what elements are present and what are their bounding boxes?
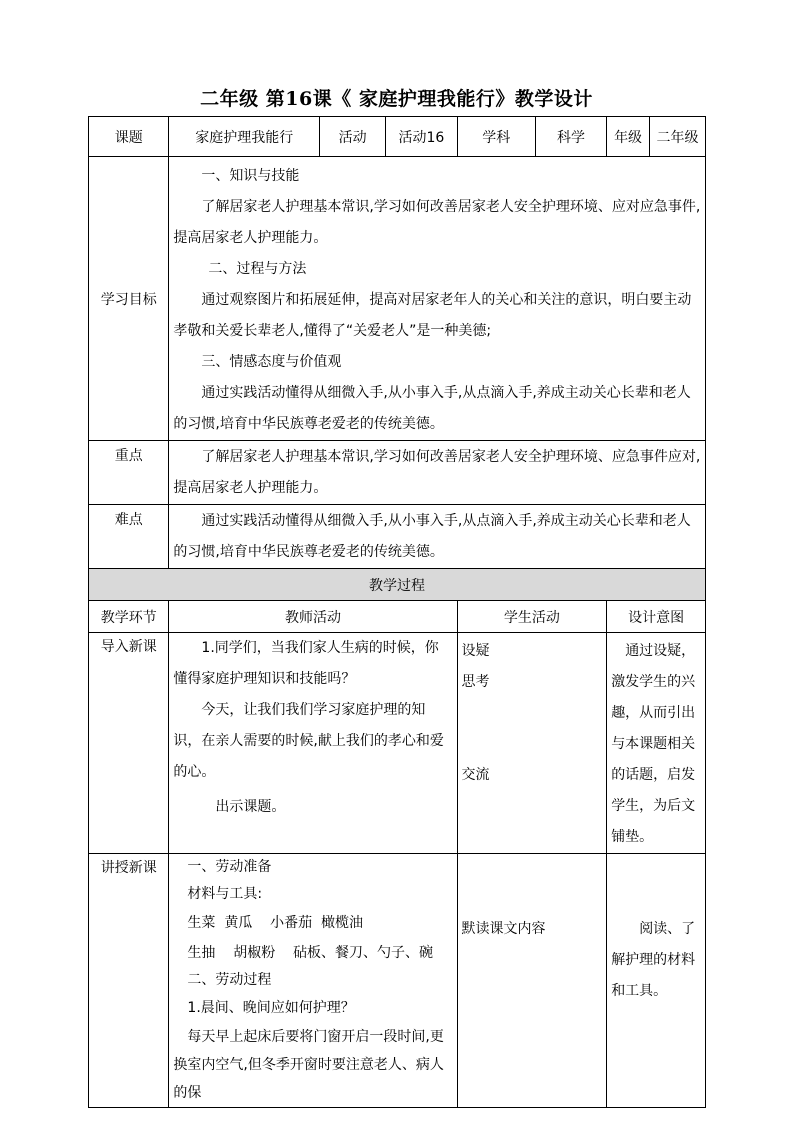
- key-point-text: 了解居家老人护理基本常识,学习如何改善居家老人安全护理环境、应急事件应对,提高居家老人护理能力。: [173, 449, 701, 496]
- new-lesson-line-1: 一、劳动准备: [187, 859, 272, 875]
- objective-text-attitude: 通过实践活动懂得从细微入手,从小事入手,从点滴入手,养成主动关心长辈和老人的习惯,培育中华民族尊老爱老的传统美德。: [173, 385, 691, 432]
- new-lesson-intent-text: 阅读、了解护理的材料和工具。: [611, 921, 696, 999]
- new-lesson-student-text: 默读课文内容: [461, 921, 546, 937]
- activity-value: 活动16: [386, 117, 457, 157]
- col-student: 学生活动: [457, 601, 607, 633]
- topic-label: 课题: [89, 117, 169, 157]
- process-heading: 教学过程: [89, 569, 706, 601]
- objective-text-knowledge: 了解居家老人护理基本常识,学习如何改善居家老人安全护理环境、应对应急事件,提高居家老人护理能力。: [173, 199, 701, 246]
- difficulty-content: [169, 505, 706, 569]
- intro-student: [457, 633, 607, 854]
- new-lesson-student: [457, 854, 607, 1108]
- new-lesson-stage: 讲授新课: [89, 854, 169, 1108]
- difficulty-label: 难点: [89, 505, 169, 569]
- intro-intent: [607, 633, 706, 854]
- intro-teacher-line-1: 1.同学们，当我们家人生病的时候，你懂得家庭护理知识和技能吗？: [173, 640, 439, 687]
- new-lesson-line-6: 1.晨间、晚间应如何护理？: [187, 1000, 355, 1016]
- new-lesson-line-2: 材料与工具:: [187, 886, 263, 902]
- header-row: [89, 117, 706, 157]
- process-columns-row: [89, 601, 706, 633]
- grade-label: 年级: [607, 117, 650, 157]
- lesson-plan-table: [88, 116, 706, 1108]
- col-intent: 设计意图: [607, 601, 706, 633]
- col-teacher: 教师活动: [169, 601, 457, 633]
- objective-heading-knowledge: 一、知识与技能: [201, 168, 300, 184]
- intro-teacher-line-3: 出示课题。: [215, 799, 286, 815]
- topic-value: 家庭护理我能行: [169, 117, 320, 157]
- page-title: 二年级 第16课《 家庭护理我能行》教学设计: [200, 88, 593, 110]
- objectives-label: 学习目标: [89, 157, 169, 441]
- subject-label: 学科: [457, 117, 535, 157]
- objectives-content: [169, 157, 706, 441]
- new-lesson-line-3: 生菜 黄瓜 小番茄 橄榄油: [187, 915, 364, 931]
- new-lesson-intent: [607, 854, 706, 1108]
- objective-text-process: 通过观察图片和拓展延伸，提高对居家老年人的关心和关注的意识，明白要主动孝敬和关爱长辈老人,懂得了“关爱老人”是一种美德;: [173, 292, 692, 339]
- col-stage: 教学环节: [89, 601, 169, 633]
- new-lesson-line-4: 生抽 胡椒粉 砧板、餐刀、勺子、碗: [187, 945, 434, 961]
- difficulty-row: [89, 505, 706, 569]
- process-heading-row: [89, 569, 706, 601]
- intro-teacher: [169, 633, 457, 854]
- objectives-row: [89, 157, 706, 441]
- intro-teacher-line-2: 今天，让我们我们学习家庭护理的知识，在亲人需要的时候,献上我们的孝心和爱的心。: [173, 702, 444, 780]
- intro-intent-text: 通过设疑，激发学生的兴趣，从而引出与本课题相关的话题，启发学生，为后文铺垫。: [611, 643, 696, 845]
- intro-stage: 导入新课: [89, 633, 169, 854]
- intro-student-3: 交流: [461, 767, 490, 783]
- objective-heading-attitude: 三、情感态度与价值观: [201, 354, 342, 370]
- new-lesson-teacher: [169, 854, 457, 1108]
- new-lesson-line-5: 二、劳动过程: [187, 972, 272, 988]
- key-point-content: [169, 441, 706, 505]
- new-lesson-row: [89, 854, 706, 1108]
- new-lesson-line-7: 每天早上起床后要将门窗开启一段时间,更换室内空气,但冬季开窗时要注意老人、病人的保: [173, 1029, 444, 1101]
- key-point-label: 重点: [89, 441, 169, 505]
- intro-row: [89, 633, 706, 854]
- key-point-row: [89, 441, 706, 505]
- difficulty-text: 通过实践活动懂得从细微入手,从小事入手,从点滴入手,养成主动关心长辈和老人的习惯,培育中华民族尊老爱老的传统美德。: [173, 513, 691, 560]
- subject-value: 科学: [535, 117, 606, 157]
- intro-student-2: 思考: [461, 674, 490, 690]
- intro-student-1: 设疑: [461, 643, 490, 659]
- objective-heading-process: 二、过程与方法: [208, 261, 307, 277]
- activity-label: 活动: [320, 117, 386, 157]
- grade-value: 二年级: [649, 117, 705, 157]
